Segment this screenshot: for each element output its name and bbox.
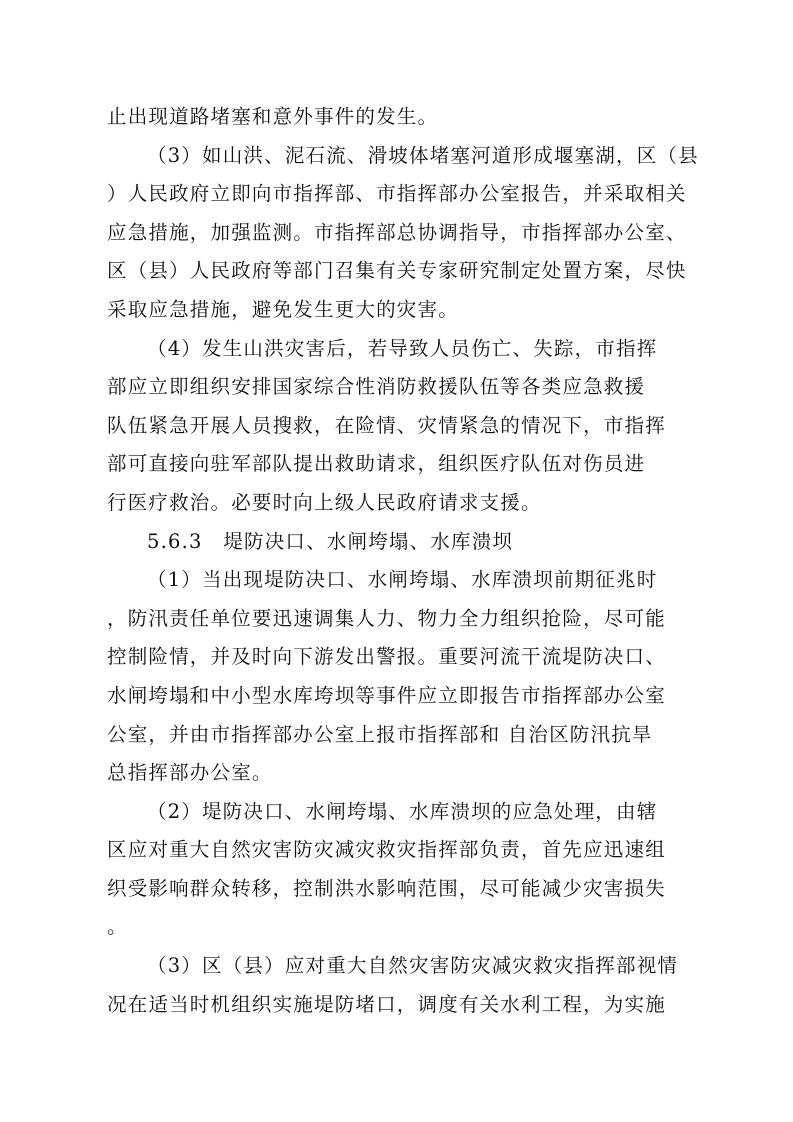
paragraph-start-line: （3）区（县）应对重大自然灾害防灾减灾救灾指挥部视情 bbox=[147, 954, 679, 978]
text-line: 采取应急措施，避免发生更大的灾害。 bbox=[107, 297, 459, 321]
text-line: 织受影响群众转移，控制洪水影响范围，尽可能减少灾害损失 bbox=[107, 876, 666, 900]
text-line: ）人民政府立即向市指挥部、市指挥部办公室报告，并采取相关 bbox=[107, 182, 687, 206]
text-line: 部应立即组织安排国家综合性消防救援队伍等各类应急救援 bbox=[107, 375, 646, 399]
text-line: ，防汛责任单位要迅速调集人力、物力全力组织抢险，尽可能 bbox=[107, 606, 666, 630]
paragraph-start-line: （4）发生山洪灾害后，若导致人员伤亡、失踪，市指挥 bbox=[147, 336, 658, 360]
text-line: 队伍紧急开展人员搜救，在险情、灾情紧急的情况下，市指挥 bbox=[107, 413, 666, 437]
text-line: 总指挥部办公室。 bbox=[107, 761, 273, 785]
text-line: 况在适当时机组织实施堤防堵口，调度有关水利工程，为实施 bbox=[107, 992, 666, 1016]
text-line: 控制险情，并及时向下游发出警报。重要河流干流堤防决口、 bbox=[107, 645, 666, 669]
paragraph-start-line: （2）堤防决口、水闸垮塌、水库溃坝的应急处理，由辖 bbox=[147, 799, 658, 823]
text-line: 止出现道路堵塞和意外事件的发生。 bbox=[107, 105, 439, 128]
text-line: 部可直接向驻军部队提出救助请求，组织医疗队伍对伤员进 bbox=[107, 452, 646, 476]
text-line: 行医疗救治。必要时向上级人民政府请求支援。 bbox=[107, 490, 542, 514]
text-line: 公室，并由市指挥部办公室上报市指挥部和 自治区防汛抗旱 bbox=[107, 722, 653, 746]
text-line: 区应对重大自然灾害防灾减灾救灾指挥部负责，首先应迅速组 bbox=[107, 838, 666, 862]
text-line: 。 bbox=[107, 915, 128, 939]
document-body bbox=[107, 98, 699, 1024]
paragraph-start-line: （3）如山洪、泥石流、滑坡体堵塞河道形成堰塞湖，区（县 bbox=[147, 143, 699, 167]
text-line: 区（县）人民政府等部门召集有关专家研究制定处置方案，尽快 bbox=[107, 259, 687, 283]
text-line: 水闸垮塌和中小型水库垮坝等事件应立即报告市指挥部办公室 bbox=[107, 683, 666, 707]
paragraph-start-line: （1）当出现堤防决口、水闸垮塌、水库溃坝前期征兆时 bbox=[147, 568, 658, 592]
section-heading: 5.6.3 堤防决口、水闸垮塌、水库溃坝 bbox=[147, 529, 514, 553]
text-line: 应急措施，加强监测。市指挥部总协调指导，市指挥部办公室、 bbox=[107, 220, 687, 244]
